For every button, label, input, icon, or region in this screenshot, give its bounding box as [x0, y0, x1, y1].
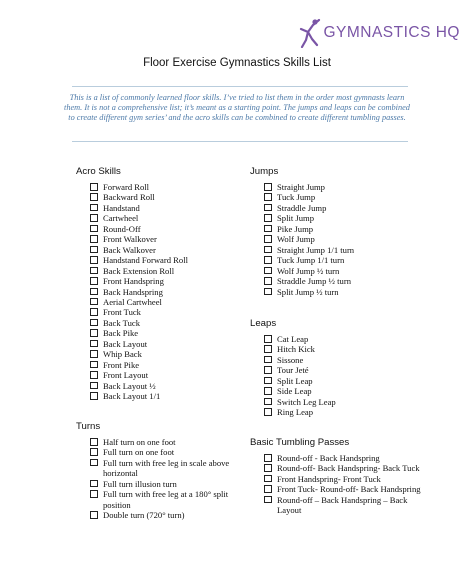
- gymnastics-hq-logo: [295, 18, 460, 48]
- skill-item: [264, 386, 430, 396]
- skill-label: Back Layout: [103, 338, 148, 349]
- skill-label: Wolf Jump: [277, 234, 315, 245]
- skill-item: [90, 276, 246, 286]
- skill-item: [90, 224, 246, 234]
- skill-item: [90, 360, 246, 370]
- checkbox[interactable]: [90, 392, 98, 400]
- checkbox[interactable]: [264, 345, 272, 353]
- skill-label: Back Extension Roll: [103, 265, 175, 276]
- skill-item: [90, 370, 246, 380]
- skill-label: Front Layout: [103, 370, 149, 381]
- checkbox[interactable]: [264, 377, 272, 385]
- skill-list: [250, 182, 430, 297]
- checkbox[interactable]: [90, 382, 98, 390]
- skill-label: Handstand Forward Roll: [103, 255, 188, 266]
- checkbox[interactable]: [90, 480, 98, 488]
- skill-label: Back Tuck: [103, 317, 141, 328]
- skill-label: Full turn with free leg in scale above horizontal: [103, 457, 230, 479]
- skill-item: [90, 458, 246, 479]
- divider-bottom: [72, 141, 408, 142]
- skill-item: [90, 391, 246, 401]
- skill-item: [90, 328, 246, 338]
- skill-item: [90, 192, 246, 202]
- skill-item: [264, 397, 430, 407]
- checkbox[interactable]: [90, 490, 98, 498]
- checkbox[interactable]: [264, 335, 272, 343]
- skill-label: Back Handspring: [103, 286, 163, 297]
- checkbox[interactable]: [90, 298, 98, 306]
- checkbox[interactable]: [264, 387, 272, 395]
- section-heading: Basic Tumbling Passes: [250, 437, 350, 448]
- skill-label: Tuck Jump 1/1 turn: [277, 255, 345, 266]
- skill-label: Round-Off: [103, 223, 141, 234]
- checkbox[interactable]: [90, 319, 98, 327]
- skill-item: [90, 437, 246, 447]
- skill-label: Split Jump: [277, 213, 315, 224]
- skill-label: Back Pike: [103, 328, 139, 339]
- checkbox[interactable]: [90, 225, 98, 233]
- skill-label: Front Tuck: [103, 307, 141, 318]
- skill-label: Front Tuck- Round-off- Back Handspring: [277, 484, 421, 495]
- skill-item: [90, 381, 246, 391]
- skill-item: [90, 287, 246, 297]
- skill-item: [90, 297, 246, 307]
- skill-label: Front Handspring: [103, 276, 164, 287]
- logo-text: GYMNASTICS HQ: [323, 24, 460, 41]
- skill-label: Round-off - Back Handspring: [277, 453, 380, 463]
- section-heading: Leaps: [250, 318, 277, 329]
- skill-item: [264, 344, 430, 354]
- skill-label: Wolf Jump ½ turn: [277, 265, 340, 276]
- gymnast-icon: [295, 18, 321, 48]
- skill-label: Split Leap: [277, 375, 313, 386]
- skill-item: [90, 234, 246, 244]
- acro-skills-section: [76, 166, 246, 402]
- checkbox[interactable]: [90, 277, 98, 285]
- checkbox[interactable]: [90, 361, 98, 369]
- skill-item: [264, 192, 430, 202]
- skill-item: [90, 203, 246, 213]
- skill-item: [90, 349, 246, 359]
- checkbox[interactable]: [264, 464, 272, 472]
- checkbox[interactable]: [90, 235, 98, 243]
- checkbox[interactable]: [264, 235, 272, 243]
- skill-item: [264, 255, 430, 265]
- skill-label: Tour Jeté: [277, 365, 309, 376]
- skill-item: [264, 213, 430, 223]
- skill-label: Pike Jump: [277, 223, 314, 234]
- skill-item: [264, 453, 430, 463]
- skill-item: [264, 474, 430, 484]
- skill-label: Straddle Jump: [277, 202, 327, 213]
- skill-label: Front Pike: [103, 359, 140, 370]
- checkbox[interactable]: [90, 438, 98, 446]
- skill-item: [90, 318, 246, 328]
- skill-label: Half turn on one foot: [103, 437, 176, 447]
- skill-label: Cartwheel: [103, 213, 139, 224]
- leaps-section: [250, 318, 430, 418]
- checkbox[interactable]: [264, 225, 272, 233]
- section-heading: Jumps: [250, 166, 279, 177]
- checkbox[interactable]: [264, 475, 272, 483]
- skill-label: Tuck Jump: [277, 192, 316, 203]
- skill-label: Full turn illusion turn: [103, 478, 177, 489]
- skill-item: [90, 339, 246, 349]
- skill-item: [264, 276, 430, 286]
- jumps-section: [250, 166, 430, 297]
- checkbox[interactable]: [90, 308, 98, 316]
- checkbox[interactable]: [264, 267, 272, 275]
- checkbox[interactable]: [90, 183, 98, 191]
- skill-label: Side Leap: [277, 386, 312, 397]
- checkbox[interactable]: [264, 496, 272, 504]
- checkbox[interactable]: [264, 485, 272, 493]
- skill-label: Back Layout 1/1: [103, 391, 161, 402]
- skill-label: Double turn (720° turn): [103, 510, 185, 521]
- section-heading: Turns: [76, 421, 101, 432]
- skill-item: [90, 245, 246, 255]
- skill-item: [264, 365, 430, 375]
- checkbox[interactable]: [264, 204, 272, 212]
- skill-label: Round-off- Back Handspring- Back Tuck: [277, 463, 420, 474]
- checkbox[interactable]: [90, 288, 98, 296]
- checkbox[interactable]: [90, 459, 98, 467]
- skill-label: Handstand: [103, 202, 140, 213]
- skill-list: [76, 437, 246, 521]
- skill-item: [90, 213, 246, 223]
- skill-label: Split Jump ½ turn: [277, 286, 339, 297]
- skill-label: Front Walkover: [103, 234, 157, 245]
- skill-item: [264, 287, 430, 297]
- divider-top: [72, 86, 408, 87]
- skill-item: [264, 355, 430, 365]
- checkbox[interactable]: [90, 350, 98, 358]
- skill-item: [90, 307, 246, 317]
- skill-label: Aerial Cartwheel: [103, 296, 162, 307]
- skill-item: [264, 463, 430, 473]
- skill-label: Backward Roll: [103, 192, 155, 203]
- checkbox[interactable]: [264, 288, 272, 296]
- skill-list: [250, 334, 430, 418]
- skill-item: [90, 479, 246, 489]
- skill-label: Straight Jump: [277, 182, 325, 192]
- skill-item: [90, 255, 246, 265]
- checkbox[interactable]: [264, 246, 272, 254]
- skill-item: [264, 266, 430, 276]
- turns-section: [76, 421, 246, 521]
- skill-list: [250, 453, 430, 516]
- skill-item: [264, 224, 430, 234]
- skill-item: [264, 182, 430, 192]
- page-title: Floor Exercise Gymnastics Skills List: [143, 57, 331, 69]
- skill-label: Full turn on one foot: [103, 447, 175, 458]
- skill-item: [264, 407, 430, 417]
- checkbox[interactable]: [90, 511, 98, 519]
- skill-label: Whip Back: [103, 349, 142, 360]
- checkbox[interactable]: [264, 193, 272, 201]
- checkbox[interactable]: [264, 256, 272, 264]
- skill-label: Cat Leap: [277, 334, 309, 344]
- skill-label: Sissone: [277, 354, 304, 365]
- skill-item: [90, 489, 246, 510]
- checkbox[interactable]: [90, 371, 98, 379]
- skill-label: Ring Leap: [277, 407, 314, 418]
- skill-item: [90, 510, 246, 520]
- checkbox[interactable]: [264, 214, 272, 222]
- skill-label: Hitch Kick: [277, 344, 315, 355]
- skill-item: [264, 484, 430, 494]
- checkbox[interactable]: [264, 277, 272, 285]
- skill-label: Round-off – Back Handspring – Back Layout: [277, 494, 408, 516]
- checkbox[interactable]: [90, 448, 98, 456]
- skill-label: Full turn with free leg at a 180° split position: [103, 489, 229, 510]
- checkbox[interactable]: [264, 366, 272, 374]
- intro-paragraph: This is a list of commonly learned floor skills. I’ve tried to list them in the order most gymnasts learn them. It is not a comprehensive list; it’s meant as a starting point. The jumps and leaps can be combined to create different gym series’ and the acro skills can be combined to create different tumbling passes.: [64, 93, 410, 123]
- skill-label: Switch Leg Leap: [277, 396, 336, 407]
- skill-item: [264, 234, 430, 244]
- checkbox[interactable]: [90, 193, 98, 201]
- checkbox[interactable]: [264, 356, 272, 364]
- checkbox[interactable]: [90, 204, 98, 212]
- section-heading: Acro Skills: [76, 166, 121, 177]
- checkbox[interactable]: [264, 183, 272, 191]
- skill-item: [90, 447, 246, 457]
- checkbox[interactable]: [90, 214, 98, 222]
- checkbox[interactable]: [90, 267, 98, 275]
- checkbox[interactable]: [90, 246, 98, 254]
- skill-label: Straddle Jump ½ turn: [277, 276, 351, 287]
- skill-item: [264, 203, 430, 213]
- skill-item: [264, 245, 430, 255]
- skill-item: [90, 266, 246, 276]
- skill-item: [90, 182, 246, 192]
- tumbling-passes-section: [250, 437, 430, 516]
- skill-label: Back Layout ½: [103, 380, 156, 391]
- skill-list: [76, 182, 246, 402]
- skill-label: Forward Roll: [103, 182, 150, 192]
- skill-label: Straight Jump 1/1 turn: [277, 244, 355, 255]
- skill-label: Front Handspring- Front Tuck: [277, 473, 381, 484]
- skill-label: Back Walkover: [103, 244, 156, 255]
- checkbox[interactable]: [264, 398, 272, 406]
- skill-item: [264, 376, 430, 386]
- checkbox[interactable]: [264, 408, 272, 416]
- skill-item: [264, 495, 430, 516]
- skill-item: [264, 334, 430, 344]
- checkbox[interactable]: [90, 340, 98, 348]
- checkbox[interactable]: [90, 256, 98, 264]
- checkbox[interactable]: [264, 454, 272, 462]
- checkbox[interactable]: [90, 329, 98, 337]
